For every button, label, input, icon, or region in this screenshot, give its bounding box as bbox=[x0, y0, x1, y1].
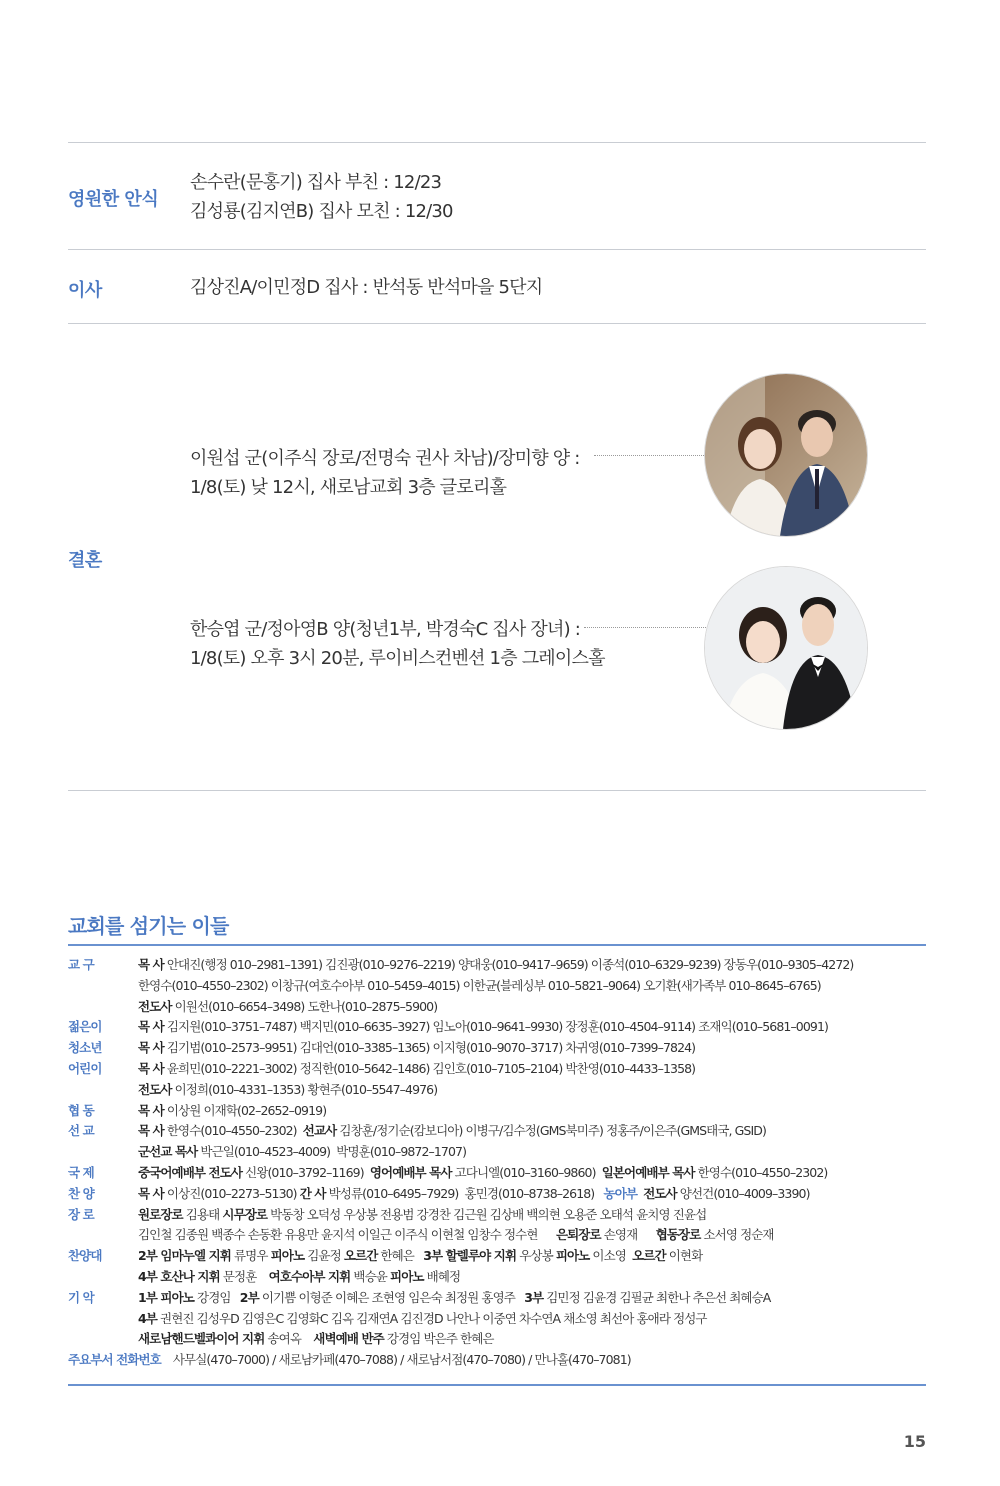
staff-row-label: 국 제 bbox=[68, 1164, 94, 1180]
divider-top bbox=[68, 142, 926, 143]
dotted-leader bbox=[584, 627, 706, 628]
condolence-text bbox=[190, 168, 453, 226]
staff-text: 영어예배부 목사 bbox=[369, 1164, 452, 1180]
staff-text: 김용태 bbox=[182, 1206, 223, 1222]
staff-row-label bbox=[68, 997, 138, 1018]
staff-row-label bbox=[68, 1225, 138, 1246]
staff-text: 양선건(010–4009–3390) bbox=[676, 1185, 810, 1201]
staff-row-content bbox=[138, 1267, 926, 1288]
staff-row-content bbox=[138, 1101, 926, 1122]
staff-row-content bbox=[138, 1225, 926, 1246]
staff-text: 목 사 bbox=[138, 1123, 164, 1139]
staff-text: 목 사 bbox=[138, 957, 164, 972]
staff-text: 전도사 bbox=[138, 1081, 172, 1097]
staff-row-content bbox=[138, 1329, 926, 1350]
staff-row-label bbox=[68, 1080, 138, 1101]
staff-rule-top bbox=[68, 944, 926, 946]
staff-row-label bbox=[68, 1142, 138, 1163]
staff-row-content bbox=[138, 1163, 926, 1184]
staff-text: 한영수(010–4550–2302) bbox=[694, 1164, 828, 1180]
staff-text: 이소영 bbox=[589, 1248, 633, 1264]
staff-text: 시무장로 bbox=[222, 1206, 268, 1222]
divider bbox=[68, 323, 926, 324]
staff-text: 원로장로 bbox=[138, 1206, 183, 1222]
staff-text: 이기쁨 이형준 이혜은 조현영 임은숙 최정원 홍영주 bbox=[258, 1289, 525, 1305]
staff-text: 협동장로 bbox=[655, 1227, 701, 1243]
phones-text: 사무실(470–7000) / 새로남카페(470–7088) / 새로남서점(470–7080) / 만나홀(470–7081) bbox=[172, 1352, 631, 1368]
staff-text: 우상봉 bbox=[516, 1248, 556, 1264]
staff-text: 류명우 bbox=[230, 1248, 271, 1264]
staff-row-content bbox=[138, 955, 926, 976]
divider bbox=[68, 790, 926, 791]
staff-text: 고다니엘(010–3160–9860) bbox=[451, 1164, 602, 1180]
staff-text: 선교사 bbox=[302, 1123, 337, 1139]
staff-row-content bbox=[138, 1205, 926, 1226]
staff-text: 이현화 bbox=[665, 1248, 703, 1264]
staff-row-label: 협 동 bbox=[68, 1102, 94, 1118]
staff-row bbox=[68, 976, 926, 997]
staff-row-label: 어린이 bbox=[68, 1060, 102, 1076]
staff-text: 김윤정 bbox=[304, 1248, 344, 1264]
staff-row-label bbox=[68, 1267, 138, 1288]
staff-row-label: 찬양대 bbox=[68, 1248, 102, 1264]
staff-text: 1부 피아노 bbox=[138, 1289, 194, 1305]
staff-row bbox=[68, 1267, 926, 1288]
staff-text: 전도사 bbox=[138, 998, 172, 1014]
phones-row bbox=[68, 1350, 926, 1371]
staff-rule-bottom bbox=[68, 1384, 926, 1386]
staff-text: 중국어예배부 전도사 bbox=[138, 1164, 243, 1180]
staff-row-content bbox=[138, 1017, 926, 1038]
staff-text: 새벽예배 반주 bbox=[313, 1331, 384, 1347]
staff-row bbox=[68, 1017, 926, 1038]
wedding-label: 결혼 bbox=[68, 550, 102, 571]
staff-text: 배혜정 bbox=[423, 1268, 461, 1284]
staff-row bbox=[68, 1080, 926, 1101]
staff-text: 김인철 김종원 백종수 손동환 유용만 윤지석 이일근 이주식 이현철 임창수 정수현 bbox=[138, 1227, 556, 1243]
staff-row-content bbox=[138, 1142, 926, 1163]
wedding-line: 한승엽 군/정아영B 양(청년1부, 박경숙C 집사 장녀) : bbox=[190, 619, 580, 640]
staff-row-content bbox=[138, 1246, 926, 1267]
staff-row bbox=[68, 1246, 926, 1267]
staff-text: 목 사 bbox=[138, 1102, 164, 1118]
staff-text: 김지원(010–3751–7487) 백지민(010–6635–3927) 임노아(010–9641–9930) 장정훈(010–4504–9114) 조재익(010–5681–0091) bbox=[163, 1019, 828, 1035]
staff-text: 여호수아부 지휘 bbox=[268, 1268, 351, 1284]
staff-row-content bbox=[138, 1059, 926, 1080]
staff-text: 2부 bbox=[239, 1289, 259, 1305]
staff-row-label: 청소년 bbox=[68, 1040, 102, 1056]
staff-text: 소서영 정순재 bbox=[700, 1227, 774, 1243]
dotted-leader bbox=[594, 455, 706, 456]
condolence-line: 손수란(문홍기) 집사 부친 : 12/23 bbox=[190, 172, 442, 193]
staff-text: 오르간 bbox=[632, 1248, 666, 1264]
staff-row-content bbox=[138, 1121, 926, 1142]
phones-label: 주요부서 전화번호 bbox=[68, 1352, 161, 1368]
staff-text: 은퇴장로 bbox=[555, 1227, 601, 1243]
staff-text: 신왕(010–3792–1169) bbox=[242, 1164, 370, 1180]
staff-text: 백승윤 bbox=[350, 1268, 391, 1284]
staff-row-label: 장 로 bbox=[68, 1206, 94, 1222]
staff-text: 송여옥 bbox=[264, 1331, 314, 1347]
staff-text: 새로남핸드벨콰이어 지휘 bbox=[138, 1331, 265, 1347]
staff-text: 목 사 bbox=[138, 1019, 164, 1035]
staff-text: 이정희(010–4331–1353) 황현주(010–5547–4976) bbox=[171, 1081, 438, 1097]
staff-text: 권현진 김성우D 김영은C 김영화C 김옥 김재연A 김진경D 나안나 이중연 차수연A 채소영 최선아 홍애라 정성구 bbox=[156, 1310, 707, 1326]
staff-text: 오르간 bbox=[343, 1248, 378, 1264]
staff-row bbox=[68, 1329, 926, 1350]
staff-row-content bbox=[138, 997, 926, 1018]
staff-text: 이상진(010–2273–5130) bbox=[163, 1185, 300, 1201]
staff-text: 목 사 bbox=[138, 1060, 164, 1076]
staff-row bbox=[68, 1101, 926, 1122]
staff-text: 강경임 bbox=[193, 1289, 240, 1305]
staff-text: 윤희민(010–2221–3002) 정직한(010–5642–1486) 김인호(010–7105–2104) 박찬영(010–4433–1358) bbox=[163, 1060, 696, 1076]
staff-text: 한혜은 bbox=[377, 1248, 424, 1264]
staff-row bbox=[68, 955, 926, 976]
staff-row-label: 교 구 bbox=[68, 957, 94, 972]
staff-row bbox=[68, 1059, 926, 1080]
staff-text: 3부 bbox=[524, 1289, 544, 1305]
staff-text: 박동창 오덕성 우상봉 전용범 강경찬 김근원 김상배 백의현 오용준 오태석 윤치영 진윤섭 bbox=[267, 1206, 707, 1222]
staff-text: 4부 bbox=[138, 1310, 157, 1326]
staff-text: 김민정 김윤경 김필균 최한나 추은선 최혜승A bbox=[543, 1289, 771, 1305]
staff-text: 3부 할렐루야 지휘 bbox=[423, 1248, 517, 1264]
staff-text: 농아부 bbox=[603, 1185, 638, 1201]
staff-text: 일본어예배부 목사 bbox=[601, 1164, 695, 1180]
staff-row bbox=[68, 1163, 926, 1184]
wedding-line: 이원섭 군(이주식 장로/전명숙 권사 차남)/장미향 양 : bbox=[190, 448, 580, 469]
staff-text: 피아노 bbox=[555, 1248, 590, 1264]
staff-list bbox=[68, 955, 926, 1371]
staff-text: 4부 호산나 지휘 bbox=[138, 1268, 220, 1284]
staff-row bbox=[68, 1309, 926, 1330]
staff-text: 전도사 bbox=[643, 1185, 677, 1201]
wedding-couple-2 bbox=[190, 615, 605, 673]
staff-row-label bbox=[68, 976, 138, 997]
staff-text: 간 사 bbox=[299, 1185, 326, 1201]
divider bbox=[68, 249, 926, 250]
staff-text: 박성류(010–6495–7929) 홍민경(010–8738–2618) bbox=[325, 1185, 604, 1201]
wedding-line: 1/8(토) 낮 12시, 새로남교회 3층 글로리홀 bbox=[190, 477, 507, 498]
staff-text: 목 사 bbox=[138, 1040, 164, 1056]
staff-row bbox=[68, 1184, 926, 1205]
condolence-line: 김성룡(김지연B) 집사 모친 : 12/30 bbox=[190, 201, 453, 222]
couple-photo-1 bbox=[704, 373, 868, 537]
staff-text: 손영재 bbox=[600, 1227, 656, 1243]
staff-row-label: 선 교 bbox=[68, 1123, 94, 1139]
staff-row-label: 기 악 bbox=[68, 1289, 94, 1305]
staff-row-content bbox=[138, 976, 926, 997]
staff-row bbox=[68, 1121, 926, 1142]
staff-row-label: 젊은이 bbox=[68, 1019, 102, 1035]
staff-row bbox=[68, 1142, 926, 1163]
staff-row bbox=[68, 1038, 926, 1059]
staff-text: 한영수(010–4550–2302) bbox=[163, 1123, 303, 1139]
staff-section-title: 교회를 섬기는 이들 bbox=[68, 914, 229, 938]
staff-text: 박근일(010–4523–4009) 박명훈(010–9872–1707) bbox=[197, 1144, 467, 1160]
staff-row-label bbox=[68, 1309, 138, 1330]
staff-text: 2부 임마누엘 지휘 bbox=[138, 1248, 231, 1264]
staff-text: 김기범(010–2573–9951) 김대언(010–3385–1365) 이지형(010–9070–3717) 차귀영(010–7399–7824) bbox=[163, 1040, 696, 1056]
staff-row-label bbox=[68, 1329, 138, 1350]
page-number: 15 bbox=[903, 1432, 926, 1451]
staff-text: 군선교 목사 bbox=[138, 1144, 198, 1160]
wedding-couple-1 bbox=[190, 444, 580, 502]
couple-photo-2 bbox=[704, 566, 868, 730]
staff-row-content bbox=[138, 1080, 926, 1101]
staff-text: 피아노 bbox=[270, 1248, 305, 1264]
staff-text: 문정훈 bbox=[219, 1268, 269, 1284]
staff-row bbox=[68, 1288, 926, 1309]
staff-text: 목 사 bbox=[138, 1185, 164, 1201]
staff-text: 이원선(010–6654–3498) 도한나(010–2875–5900) bbox=[171, 998, 438, 1014]
staff-row bbox=[68, 1225, 926, 1246]
staff-row-content bbox=[138, 1038, 926, 1059]
staff-row bbox=[68, 997, 926, 1018]
wedding-line: 1/8(토) 오후 3시 20분, 루이비스컨벤션 1층 그레이스홀 bbox=[190, 648, 605, 669]
staff-text: 안대진(행정 010–2981–1391) 김진광(010–9276–2219) 양대웅(010–9417–9659) 이종석(010–6329–9239) 장동우(010–9305–4272) bbox=[163, 957, 854, 972]
staff-row bbox=[68, 1205, 926, 1226]
staff-row-label: 찬 양 bbox=[68, 1185, 94, 1201]
staff-text: 이상원 이재학(02–2652–0919) bbox=[163, 1102, 327, 1118]
staff-row-content bbox=[138, 1184, 926, 1205]
condolence-label: 영원한 안식 bbox=[68, 189, 159, 210]
staff-row-content bbox=[138, 1309, 926, 1330]
staff-text: 김창훈/정기순(캄보디아) 이병구/김수정(GMS북미주) 정홍주/이은주(GMS태국, GSID) bbox=[336, 1123, 766, 1139]
staff-row-content bbox=[138, 1288, 926, 1309]
staff-text: 한영수(010–4550–2302) 이창규(여호수아부 010–5459–4015) 이한균(블레싱부 010–5821–9064) 오기환(새가족부 010–8645–6765) bbox=[138, 977, 821, 993]
staff-text: 피아노 bbox=[390, 1268, 424, 1284]
moving-label: 이사 bbox=[68, 280, 102, 301]
moving-text: 김상진A/이민정D 집사 : 반석동 반석마을 5단지 bbox=[190, 277, 543, 298]
staff-text: 강경임 박은주 한혜은 bbox=[383, 1331, 494, 1347]
